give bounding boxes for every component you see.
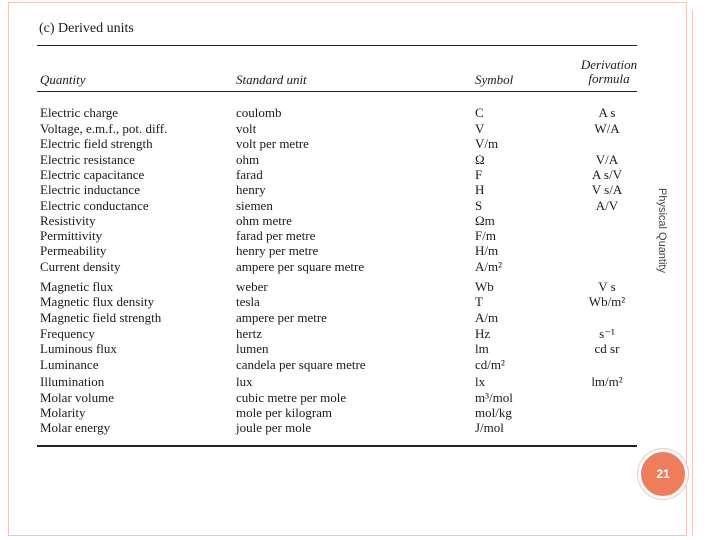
symbol-cell: C [475, 105, 484, 120]
quantity-cell: Illumination [40, 374, 105, 389]
header-derivation-line2: formula [588, 71, 630, 86]
table-row [37, 405, 637, 421]
table-row [37, 228, 637, 244]
unit-cell: hertz [236, 326, 262, 341]
bottom-rule [37, 445, 637, 447]
quantity-cell: Magnetic field strength [40, 310, 162, 325]
symbol-cell: S [475, 198, 483, 213]
quantity-cell: Electric field strength [40, 136, 153, 151]
symbol-cell: lx [475, 374, 486, 389]
table-row [37, 136, 637, 152]
symbol-cell: H/m [475, 243, 499, 258]
unit-cell: lux [236, 374, 253, 389]
unit-cell: farad [236, 167, 263, 182]
quantity-cell: Electric conductance [40, 198, 149, 213]
quantity-cell: Electric capacitance [40, 167, 145, 182]
header-quantity: Quantity [40, 72, 86, 87]
header-derivation-line1: Derivation [580, 57, 638, 72]
side-label: Physical Quantity [656, 188, 668, 273]
header-derivation-formula [575, 58, 643, 86]
header-rule [37, 91, 637, 92]
table-row [37, 341, 637, 357]
table-row [37, 357, 637, 373]
quantity-cell: Electric resistance [40, 152, 135, 167]
quantity-cell: Luminous flux [40, 341, 117, 356]
quantity-cell: Molarity [40, 405, 86, 420]
quantity-cell: Resistivity [40, 213, 96, 228]
symbol-cell: Wb [475, 279, 494, 294]
table-row [37, 259, 637, 275]
unit-cell: lumen [236, 341, 269, 356]
symbol-cell: A/m [475, 310, 499, 325]
symbol-cell: J/mol [475, 420, 504, 435]
unit-cell: henry [236, 182, 266, 197]
table-row [37, 243, 637, 259]
derivation-cell: s⁻¹ [599, 326, 615, 341]
table-row [37, 105, 637, 121]
unit-cell: ohm [236, 152, 260, 167]
quantity-cell: Frequency [40, 326, 95, 341]
table-row [37, 121, 637, 137]
table-row [37, 198, 637, 214]
unit-cell: ohm metre [236, 213, 292, 228]
derivation-cell: W/A [594, 121, 620, 136]
quantity-cell: Magnetic flux [40, 279, 114, 294]
unit-cell: candela per square metre [236, 357, 366, 372]
quantity-cell: Molar energy [40, 420, 111, 435]
unit-cell: weber [236, 279, 268, 294]
header-standard-unit: Standard unit [236, 72, 307, 87]
unit-cell: farad per metre [236, 228, 316, 243]
derivation-cell: lm/m² [591, 374, 623, 389]
table-row [37, 182, 637, 198]
table-row [37, 152, 637, 168]
page-number-badge: 21 [638, 449, 688, 499]
symbol-cell: F [475, 167, 483, 182]
unit-cell: volt [236, 121, 257, 136]
quantity-cell: Molar volume [40, 390, 115, 405]
symbol-cell: mol/kg [475, 405, 512, 420]
top-rule [37, 45, 637, 46]
symbol-cell: lm [475, 341, 489, 356]
derivation-cell: A s/V [592, 167, 622, 182]
symbol-cell: A/m² [475, 259, 503, 274]
derivation-cell: V s [598, 279, 616, 294]
unit-cell: ampere per metre [236, 310, 327, 325]
symbol-cell: T [475, 294, 483, 309]
derivation-cell: A s [598, 105, 616, 120]
table-row [37, 390, 637, 406]
quantity-cell: Magnetic flux density [40, 294, 155, 309]
header-symbol: Symbol [475, 72, 514, 87]
unit-cell: henry per metre [236, 243, 319, 258]
symbol-cell: cd/m² [475, 357, 505, 372]
symbol-cell: F/m [475, 228, 496, 243]
derivation-cell: V s/A [591, 182, 623, 197]
table-row [37, 294, 637, 310]
quantity-cell: Luminance [40, 357, 99, 372]
symbol-cell: V/m [475, 136, 499, 151]
derivation-cell: V/A [595, 152, 619, 167]
unit-cell: cubic metre per mole [236, 390, 347, 405]
derivation-cell: cd sr [594, 341, 620, 356]
quantity-cell: Voltage, e.m.f., pot. diff. [40, 121, 168, 136]
unit-cell: coulomb [236, 105, 282, 120]
quantity-cell: Current density [40, 259, 121, 274]
quantity-cell: Permittivity [40, 228, 103, 243]
quantity-cell: Permeability [40, 243, 107, 258]
symbol-cell: Ω [475, 152, 485, 167]
table-row [37, 213, 637, 229]
quantity-cell: Electric inductance [40, 182, 140, 197]
table-row [37, 167, 637, 183]
symbol-cell: m³/mol [475, 390, 513, 405]
table-row [37, 310, 637, 326]
table-row [37, 374, 637, 390]
unit-cell: tesla [236, 294, 260, 309]
quantity-cell: Electric charge [40, 105, 119, 120]
derived-units-table [37, 18, 637, 448]
unit-cell: volt per metre [236, 136, 309, 151]
table-row [37, 326, 637, 342]
symbol-cell: Hz [475, 326, 491, 341]
symbol-cell: V [475, 121, 485, 136]
unit-cell: ampere per square metre [236, 259, 365, 274]
unit-cell: siemen [236, 198, 273, 213]
unit-cell: joule per mole [236, 420, 312, 435]
table-row [37, 279, 637, 295]
symbol-cell: H [475, 182, 485, 197]
table-row [37, 420, 637, 436]
derivation-cell: Wb/m² [588, 294, 626, 309]
symbol-cell: Ωm [475, 213, 495, 228]
table-caption: (c) Derived units [39, 21, 134, 36]
unit-cell: mole per kilogram [236, 405, 333, 420]
derivation-cell: A/V [595, 198, 619, 213]
